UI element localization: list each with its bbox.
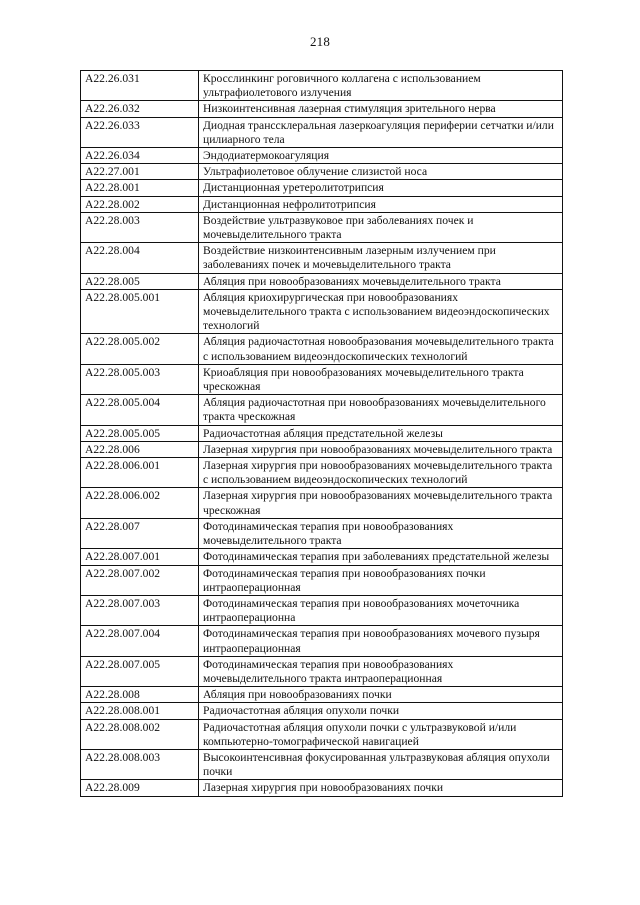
procedure-code: A22.26.032 [81,101,199,117]
table-row [81,656,563,686]
procedure-name: Низкоинтенсивная лазерная стимуляция зрительного нерва [199,101,563,117]
procedure-code: A22.26.031 [81,71,199,101]
procedure-code: A22.28.005.001 [81,289,199,334]
table-row [81,395,563,425]
procedure-name: Эндодиатермокоагуляция [199,148,563,164]
procedure-code: A22.28.008.001 [81,703,199,719]
procedure-name: Абляция криохирургическая при новообразованиях мочевыделительного тракта с использованием видеоэндоскопических технологий [199,289,563,334]
procedure-code: A22.28.005.002 [81,334,199,364]
procedure-code: A22.27.001 [81,164,199,180]
table-row [81,518,563,548]
procedure-code: A22.28.009 [81,780,199,796]
procedure-code: A22.28.007.002 [81,565,199,595]
page-number: 218 [309,34,331,49]
procedure-code: A22.28.003 [81,212,199,242]
procedure-name: Фотодинамическая терапия при заболеваниях предстательной железы [199,549,563,565]
procedure-name: Фотодинамическая терапия при новообразованиях почки интраоперационная [199,565,563,595]
procedure-code: A22.28.008.002 [81,719,199,749]
procedure-code: A22.28.007.001 [81,549,199,565]
procedure-name: Фотодинамическая терапия при новообразованиях мочевыделительного тракта [199,518,563,548]
table-row [81,703,563,719]
procedure-code: A22.28.007.004 [81,626,199,656]
table-row [81,425,563,441]
table-row [81,364,563,394]
procedure-name: Абляция радиочастотная при новообразованиях мочевыделительного тракта чрескожная [199,395,563,425]
procedure-code: A22.28.007.005 [81,656,199,686]
procedure-name: Лазерная хирургия при новообразованиях почки [199,780,563,796]
procedure-code: A22.26.033 [81,117,199,147]
procedure-name: Абляция радиочастотная новообразования мочевыделительного тракта с использованием видеоэндоскопических технологий [199,334,563,364]
procedure-name: Диодная транссклеральная лазеркоагуляция периферии сетчатки и/или цилиарного тела [199,117,563,147]
procedure-code: A22.28.006 [81,441,199,457]
procedure-code: A22.28.008.003 [81,749,199,779]
table-row [81,243,563,273]
procedure-code: A22.28.007 [81,518,199,548]
table-row [81,549,563,565]
table-row [81,565,563,595]
table-row [81,780,563,796]
procedure-name: Абляция при новообразованиях мочевыделительного тракта [199,273,563,289]
table-row [81,273,563,289]
procedure-name: Ультрафиолетовое облучение слизистой носа [199,164,563,180]
procedure-name: Дистанционная нефролитотрипсия [199,196,563,212]
table-row [81,719,563,749]
procedure-name: Высокоинтенсивная фокусированная ультразвуковая абляция опухоли почки [199,749,563,779]
procedure-name: Лазерная хирургия при новообразованиях мочевыделительного тракта чрескожная [199,488,563,518]
table-row [81,117,563,147]
procedure-name: Воздействие низкоинтенсивным лазерным излучением при заболеваниях почек и мочевыделительного тракта [199,243,563,273]
procedure-code: A22.28.006.001 [81,458,199,488]
table-row [81,71,563,101]
procedure-table [80,70,563,797]
table-row [81,180,563,196]
procedure-code: A22.28.005.003 [81,364,199,394]
procedure-code: A22.28.004 [81,243,199,273]
procedure-name: Абляция при новообразованиях почки [199,687,563,703]
procedure-name: Воздействие ультразвуковое при заболеваниях почек и мочевыделительного тракта [199,212,563,242]
procedure-name: Кросслинкинг роговичного коллагена с использованием ультрафиолетового излучения [199,71,563,101]
table-row [81,488,563,518]
procedure-name: Фотодинамическая терапия при новообразованиях мочевыделительного тракта интраоперационная [199,656,563,686]
procedure-code: A22.28.006.002 [81,488,199,518]
table-row [81,289,563,334]
table-row [81,441,563,457]
procedure-name: Радиочастотная абляция предстательной железы [199,425,563,441]
table-row [81,626,563,656]
procedure-name: Дистанционная уретеролитотрипсия [199,180,563,196]
procedure-name: Криоабляция при новообразованиях мочевыделительного тракта чрескожная [199,364,563,394]
procedure-name: Лазерная хирургия при новообразованиях мочевыделительного тракта [199,441,563,457]
table-row [81,595,563,625]
procedure-code: A22.28.008 [81,687,199,703]
procedure-code: A22.28.007.003 [81,595,199,625]
table-row [81,687,563,703]
table-row [81,101,563,117]
table-row [81,196,563,212]
procedure-code: A22.28.005.005 [81,425,199,441]
procedure-code: A22.26.034 [81,148,199,164]
table-row [81,148,563,164]
procedure-name: Радиочастотная абляция опухоли почки с ультразвуковой и/или компьютерно-томографической навигацией [199,719,563,749]
procedure-name: Фотодинамическая терапия при новообразованиях мочеточника интраоперационна [199,595,563,625]
procedure-name: Лазерная хирургия при новообразованиях мочевыделительного тракта с использованием видеоэндоскопических технологий [199,458,563,488]
procedure-code: A22.28.001 [81,180,199,196]
table-row [81,749,563,779]
procedure-code: A22.28.005.004 [81,395,199,425]
procedure-code: A22.28.002 [81,196,199,212]
table-row [81,458,563,488]
table-row [81,164,563,180]
table-row [81,334,563,364]
procedure-name: Радиочастотная абляция опухоли почки [199,703,563,719]
procedure-name: Фотодинамическая терапия при новообразованиях мочевого пузыря интраоперационная [199,626,563,656]
table-row [81,212,563,242]
procedure-code: A22.28.005 [81,273,199,289]
